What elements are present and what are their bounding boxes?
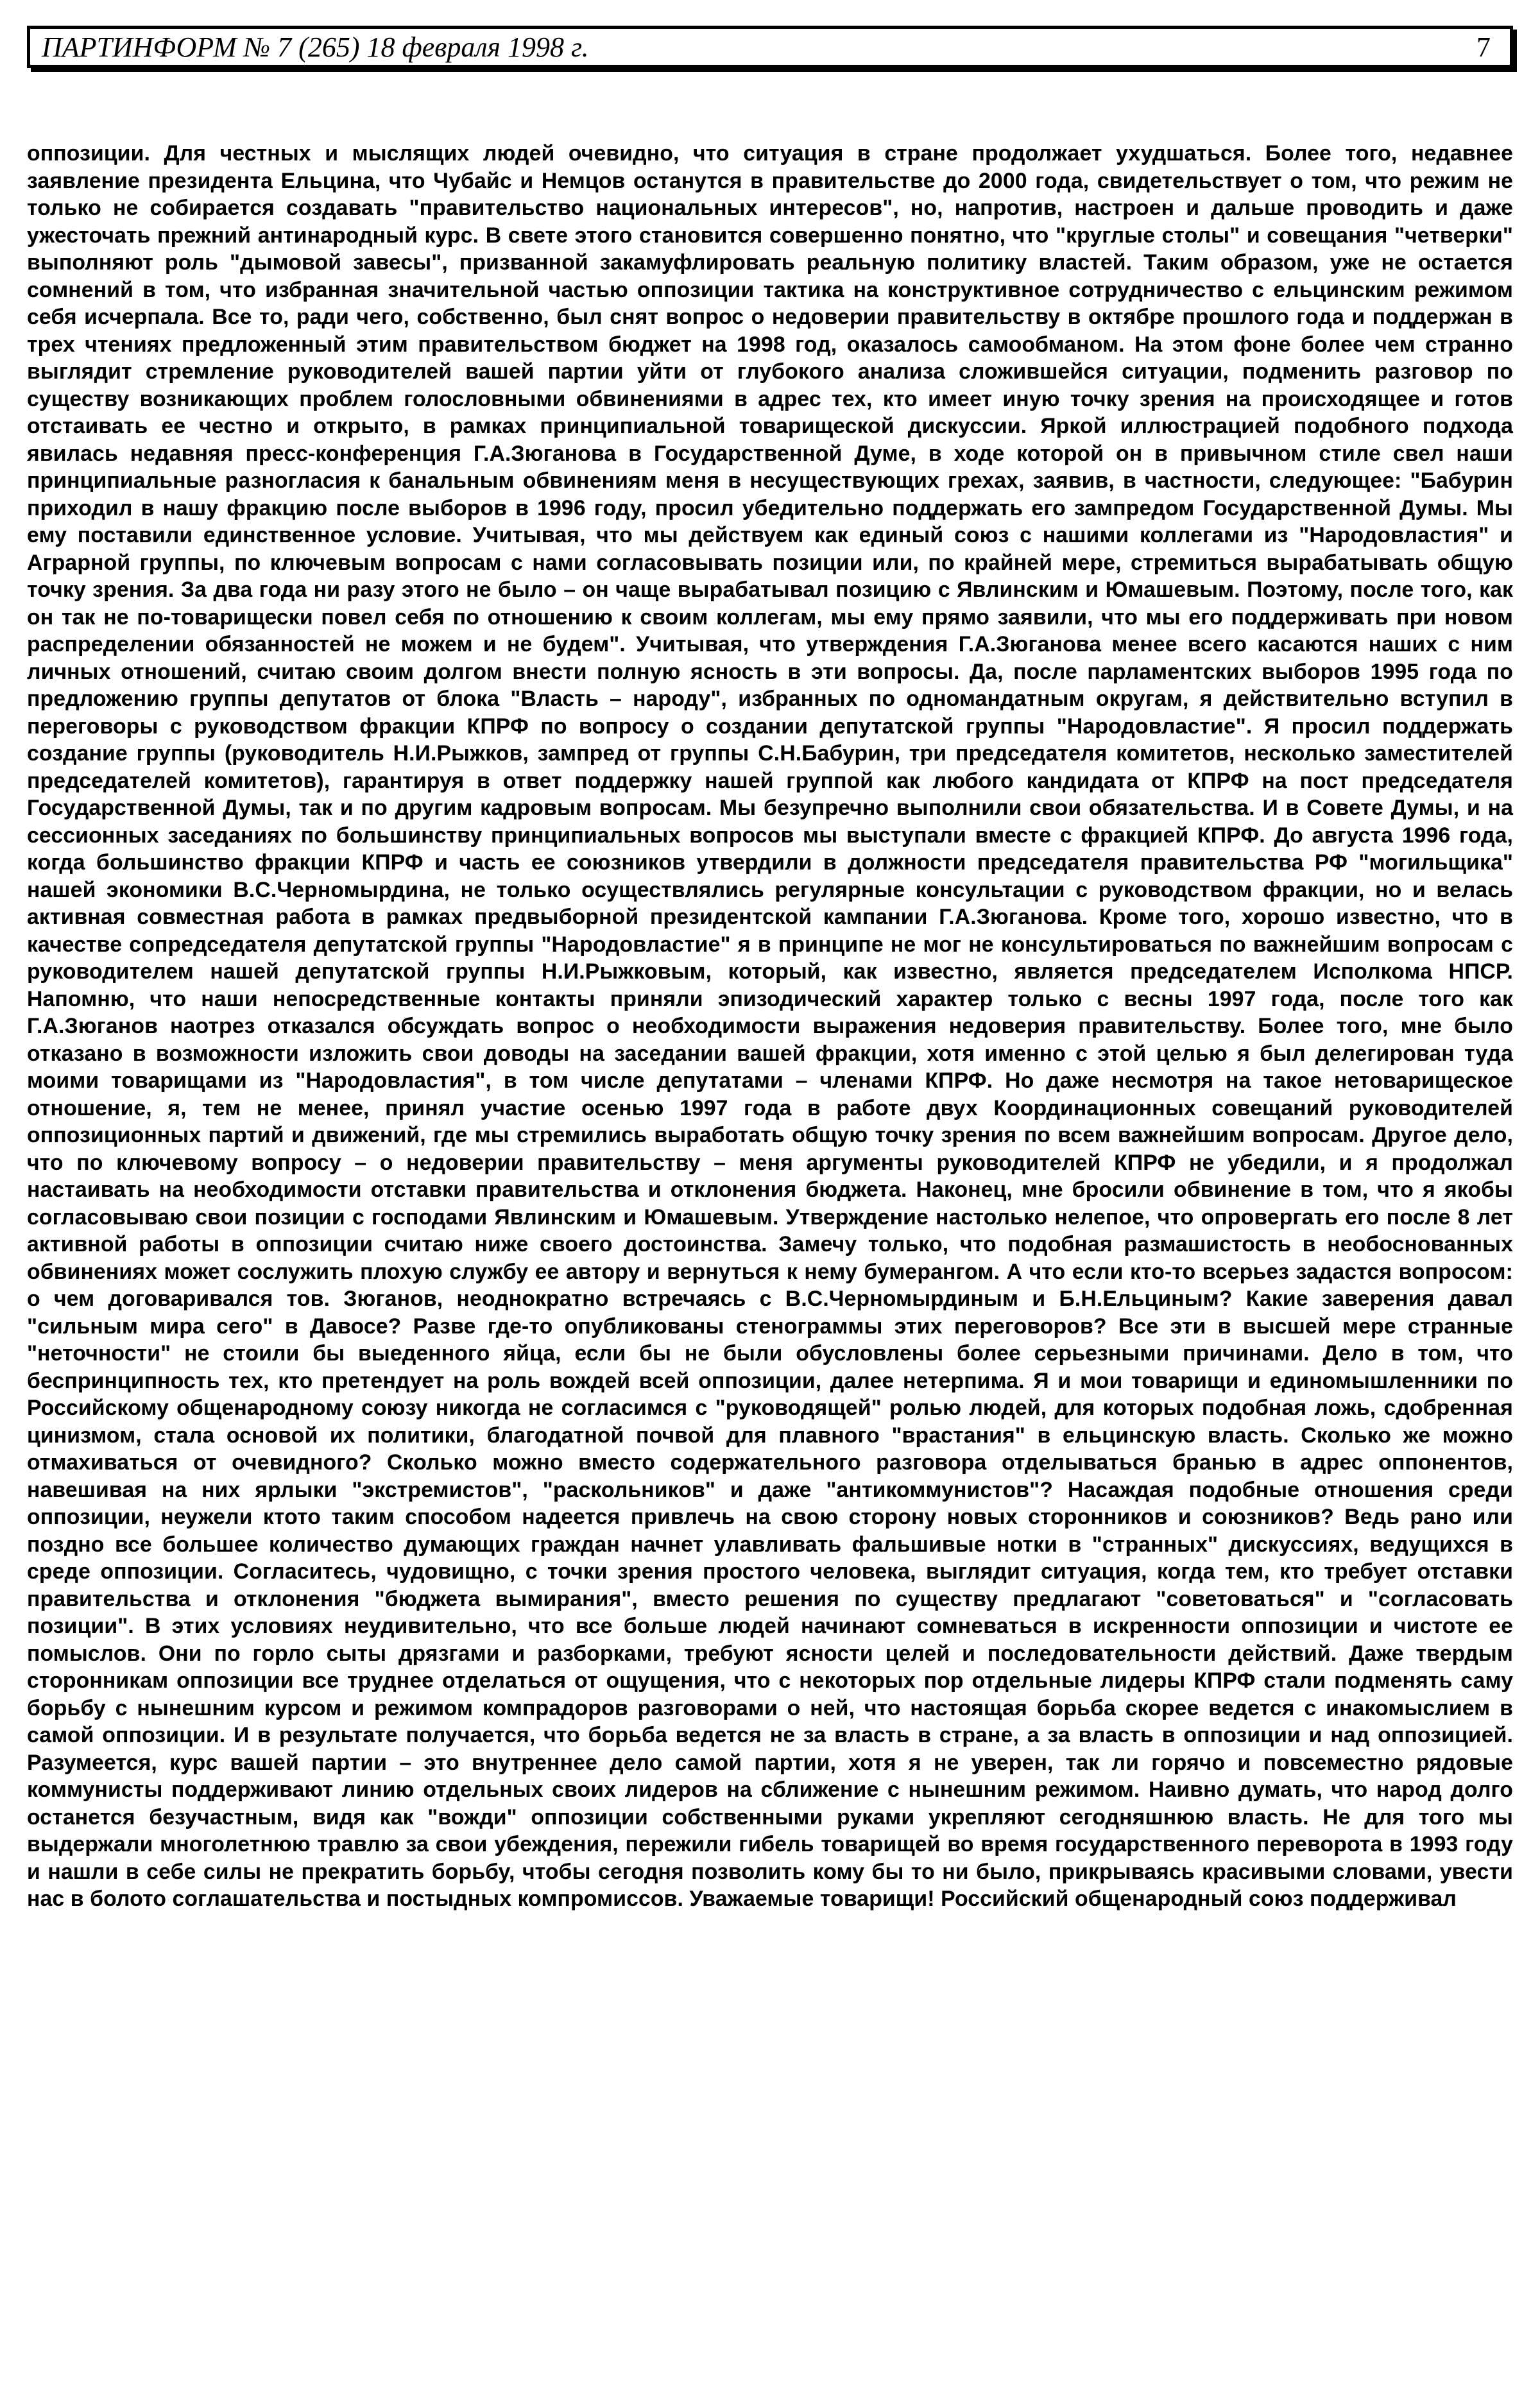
article-paragraph: оппозиции. Для честных и мыслящих людей очевидно, что ситуация в стране продолжает ухудшаться. Более того, недавнее заявление президента Ельцина, что Чубайс и Немцов останутся в правительстве до 2000 года, свидетельствует о том, что режим не только не собирается создавать "правительство национальных интересов", но, напротив, настроен и дальше проводить и даже ужесточать прежний антинародный курс. В свете этого становится совершенно понятно, что "круглые столы" и совещания "четверки" выполняют роль "дымовой завесы", призванной закамуфлировать реальную политику властей. Таким образом, уже не остается сомнений в том, что избранная значительной частью оппозиции тактика на конструктивное сотрудничество с ельцинским режимом себя исчерпала. Все то, ради чего, собственно, был снят вопрос о недоверии правительству в октябре прошлого года и поддержан в трех чтениях предложенный этим правительством бюджет на 1998 год, оказалось самообманом. На этом фоне более чем странно выглядит стремление руководителей вашей партии уйти от глубокого анализа сложившейся ситуации, подменить разговор по существу возникающих проблем голословными обвинениями в адрес тех, кто имеет иную точку зрения на происходящее и готов отстаивать ее честно и открыто, в рамках принципиальной товарищеской дискуссии. Яркой иллюстрацией подобного подхода явилась недавняя пресс-конференция Г.А.Зюганова в Государственной Думе, в ходе которой он в привычном стиле свел наши принципиальные разногласия к банальным обвинениям меня в несуществующих грехах, заявив, в частности, следующее: "Бабурин приходил в нашу фракцию после выборов в 1996 году, просил убедительно поддержать его зампредом Государственной Думы. Мы ему поставили единственное условие. Учитывая, что мы действуем как единый союз с нашими коллегами из "Народовластия" и Аграрной группы, по ключевым вопросам с нами согласовывать позиции или, по крайней мере, стремиться вырабатывать общую точку зрения. За два года ни разу этого не было – он чаще вырабатывал позицию с Явлинским и Юмашевым. Поэтому, после того, как он так не по-товарищески повел себя по отношению к своим коллегам, мы ему прямо заявили, что мы его поддерживать при новом распределении обязанностей не можем и не будем". Учитывая, что утверждения Г.А.Зюганова менее всего касаются наших с ним личных отношений, считаю своим долгом внести полную ясность в эти вопросы. Да, после парламентских выборов 1995 года по предложению группы депутатов от блока "Власть – народу", избранных по одномандатным округам, я действительно вступил в переговоры с руководством фракции КПРФ по вопросу о создании депутатской группы "Народовластие". Я просил поддержать создание группы (руководитель Н.И.Рыжков, зампред от группы С.Н.Бабурин, три председателя комитетов, несколько заместителей председателей комитетов), гарантируя в ответ поддержку нашей группой как любого кандидата от КПРФ на пост председателя Государственной Думы, так и по другим кадровым вопросам. Мы безупречно выполнили свои обязательства. И в Совете Думы, и на сессионных заседаниях по большинству принципиальных вопросов мы выступали вместе с фракцией КПРФ. До августа 1996 года, когда большинство фракции КПРФ и часть ее союзников утвердили в должности председателя правительства РФ "могильщика" нашей экономики В.С.Черномырдина, не только осуществлялись регулярные консультации с руководством фракции, но и велась активная совместная работа в рамках предвыборной президентской кампании Г.А.Зюганова. Кроме того, хорошо известно, что в качестве сопредседателя депутатской группы "Народовластие" я в принципе не мог не консультироваться по важнейшим вопросам с руководителем нашей депутатской группы Н.И.Рыжковым, который, как известно, является председателем Исполкома НПСР. Напомню, что наши непосредственные контакты приняли эпизодический характер только с весны 1997 года, после того как Г.А.Зюганов наотрез отказался обсуждать вопрос о необходимости выражения недоверия правительству. Более того, мне было отказано в возможности изложить свои доводы на заседании вашей фракции, хотя именно с этой целью я был делегирован туда моими товарищами из "Народовластия", в том числе депутатами – членами КПРФ. Но даже несмотря на такое нетоварищеское отношение, я, тем не менее, принял участие осенью 1997 года в работе двух Координационных совещаний руководителей оппозиционных партий и движений, где мы стремились выработать общую точку зрения по всем важнейшим вопросам. Другое дело, что по ключевому вопросу – о недоверии правительству – меня аргументы руководителей КПРФ не убедили, и я продолжал настаивать на необходимости отставки правительства и отклонения бюджета. Наконец, мне бросили обвинение в том, что я якобы согласовываю свои позиции с господами Явлинским и Юмашевым. Утверждение настолько нелепое, что опровергать его после 8 лет активной работы в оппозиции считаю ниже своего достоинства. Замечу только, что подобная размашистость в необоснованных обвинениях может сослужить плохую службу ее автору и вернуться к нему бумерангом. А что если кто-то всерьез задастся вопросом: о чем договаривался тов. Зюганов, неоднократно встречаясь с В.С.Черномырдиным и Б.Н.Ельциным? Какие заверения давал "сильным мира сего" в Давосе? Разве где-то опубликованы стенограммы этих переговоров? Все эти в высшей мере странные "неточности" не стоили бы выеденного яйца, если бы не были обусловлены более серьезными причинами. Дело в том, что беспринципность тех, кто претендует на роль вождей всей оппозиции, далее нетерпима. Я и мои товарищи и единомышленники по Российскому общенародному союзу никогда не согласимся с "руководящей" ролью людей, для которых подобная ложь, сдобренная цинизмом, стала основой их политики, благодатной почвой для плавного "врастания" в ельцинскую власть. Сколько же можно отмахиваться от очевидного? Сколько можно вместо содержательного разговора отделываться бранью в адрес оппонентов, навешивая на них ярлыки "экстремистов", "раскольников" и даже "антикоммунистов"? Насаждая подобные отношения среди оппозиции, неужели ктото таким способом надеется привлечь на свою сторону новых сторонников и союзников? Ведь рано или поздно все большее количество думающих граждан начнет улавливать фальшивые нотки в "странных" дискуссиях, ведущихся в среде оппозиции. Согласитесь, чудовищно, с точки зрения простого человека, выглядит ситуация, когда тем, кто требует отставки правительства и отклонения "бюджета вымирания", вместо решения по существу предлагают "советоваться" и "согласовать позиции". В этих условиях неудивительно, что все больше людей начинают сомневаться в искренности оппозиции и чистоте ее помыслов. Они по горло сыты дрязгами и разборками, требуют ясности целей и последовательности действий. Даже твердым сторонникам оппозиции все труднее отделаться от ощущения, что с некоторых пор отдельные лидеры КПРФ стали подменять саму борьбу с нынешним курсом и режимом компрадоров разговорами о ней, что настоящая борьба скорее ведется с инакомыслием в самой оппозиции. И в результате получается, что борьба ведется не за власть в стране, а за власть в оппозиции и над оппозицией. Разумеется, курс вашей партии – это внутреннее дело самой партии, хотя я не уверен, так ли горячо и повсеместно рядовые коммунисты поддерживают линию отдельных своих лидеров на сближение с нынешним режимом. Наивно думать, что народ долго останется безучастным, видя как "вожди" оппозиции собственными руками укрепляют сегодняшнюю власть. Не для того мы выдержали многолетнюю травлю за свои убеждения, пережили гибель товарищей во время государственного переворота в 1993 году и нашли в себе силы не прекратить борьбу, чтобы сегодня позволить кому бы то ни было, прикрываясь красивыми словами, увести нас в болото соглашательства и постыдных компромиссов. Уважаемые товарищи! Российский общенародный союз поддерживал (27, 141, 1513, 1911)
issue-title: ПАРТИНФОРМ № 7 (265) 18 февраля 1998 г. (42, 31, 589, 63)
article-body (27, 140, 1513, 1913)
page-number: 7 (1476, 31, 1491, 63)
page-header (27, 26, 1513, 68)
newspaper-page (27, 26, 1513, 1913)
